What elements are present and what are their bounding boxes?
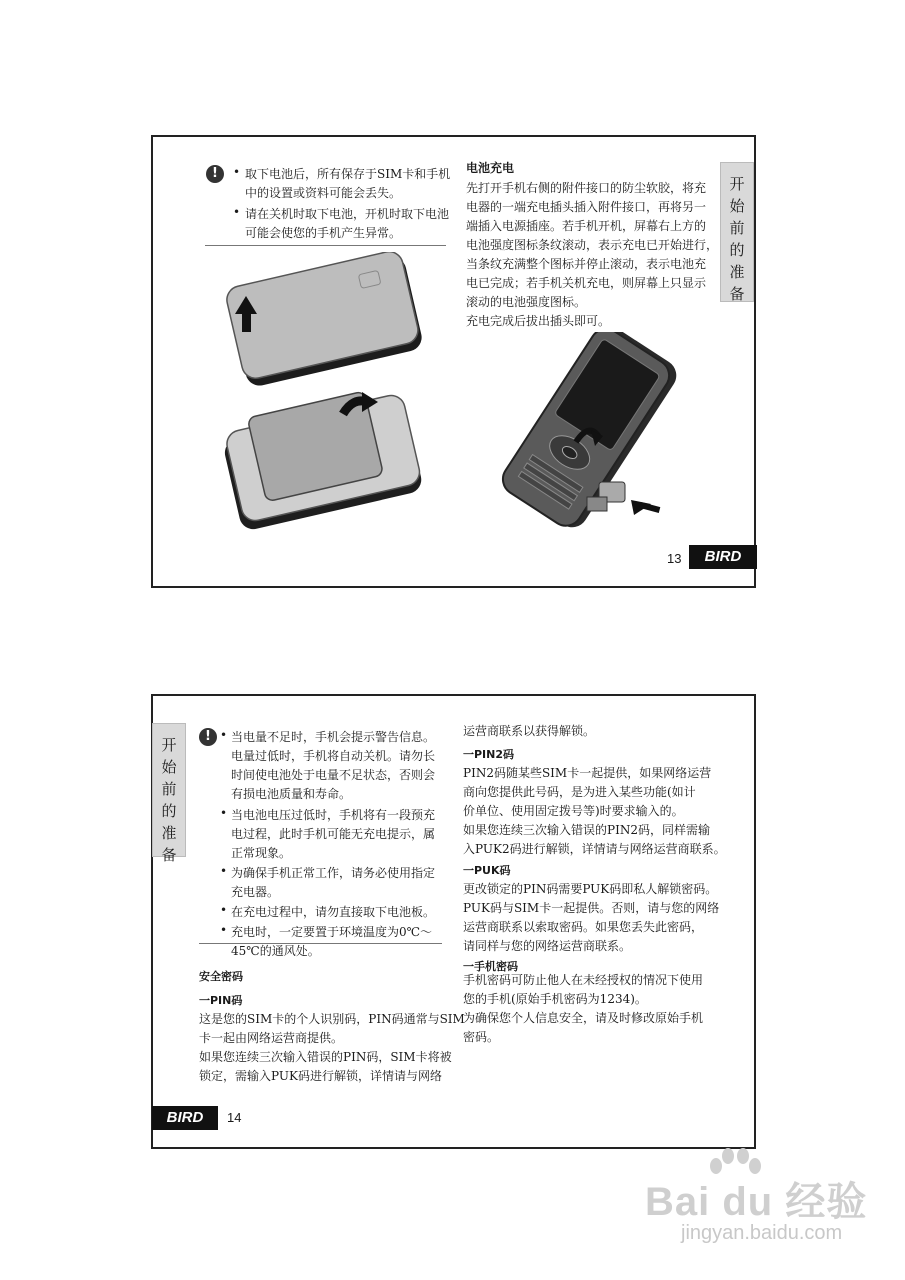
paragraph-line: 先打开手机右侧的附件接口的防尘软胶，将充 (466, 181, 707, 195)
warning-line: 时间使电池处于电量不足状态，否则会 (231, 768, 436, 782)
warning-line: 当电量不足时，手机会提示警告信息。 (231, 730, 436, 744)
paragraph-line: PIN2码随某些SIM卡一起提供，如果网络运营 (463, 766, 712, 780)
divider (199, 943, 442, 944)
warning-line: 中的设置或资料可能会丢失。 (245, 186, 402, 200)
section-heading: 安全密码 (199, 970, 243, 983)
paragraph-line: PUK码与SIM卡一起提供。否则，请与您的网络 (463, 901, 720, 915)
paragraph-line: 锁定，需输入PUK码进行解锁，详情请与网络 (199, 1069, 442, 1083)
warning-line: 为确保手机正常工作，请务必使用指定 (231, 866, 436, 880)
warning-line: 请在关机时取下电池，开机时取下电池 (245, 207, 450, 221)
paragraph-line: 电池强度图标条纹滚动，表示充电已开始进行， (466, 238, 719, 252)
side-tab-char: 始 (161, 758, 177, 776)
bullet-dot: • (233, 205, 241, 219)
paragraph-line: 请同样与您的网络运营商联系。 (463, 939, 632, 953)
page-number: 13 (667, 551, 682, 566)
side-tab-char: 开 (161, 736, 177, 754)
warning-line: 正常现象。 (231, 846, 292, 860)
paragraph-line: 充电完成后拔出插头即可。 (466, 314, 611, 328)
paragraph-line: 滚动的电池强度图标。 (466, 295, 587, 309)
warning-line: 当电池电压过低时，手机将有一段预充 (231, 808, 436, 822)
bird-logo: BIRD (152, 1106, 218, 1130)
warning-line: 取下电池后，所有保存于SIM卡和手机 (245, 167, 451, 181)
chapter-side-tab (720, 162, 754, 302)
paragraph-line: 入PUK2码进行解锁，详情请与网络运营商联系。 (463, 842, 726, 856)
paragraph-line: 价单位、使用固定拨号等)时要求输入的。 (463, 804, 684, 818)
paragraph-line: 电已完成；若手机关机充电，则屏幕上只显示 (466, 276, 707, 290)
side-tab-char: 准 (161, 824, 177, 842)
watermark-url: jingyan.baidu.com (681, 1222, 843, 1244)
side-tab-char: 的 (161, 802, 177, 820)
divider (205, 245, 446, 246)
side-tab-char: 备 (161, 846, 177, 864)
phone-charging-illustration (491, 332, 691, 532)
bullet-dot: • (220, 903, 228, 917)
page-number: 14 (227, 1110, 242, 1125)
bullet-dot: • (220, 864, 228, 878)
baidu-watermark: Bai du 经验 (645, 1180, 868, 1224)
section-heading: 电池充电 (466, 161, 515, 175)
bullet-dot: • (233, 165, 241, 179)
manual-page-14 (151, 694, 756, 1149)
side-tab-char: 前 (729, 219, 745, 237)
paragraph-line: 商向您提供此号码，是为进入某些功能(如计 (463, 785, 696, 799)
paragraph-line: 卡一起由网络运营商提供。 (199, 1031, 344, 1045)
manual-page-13 (151, 135, 756, 588)
subsection-heading: 一PIN2码 (463, 748, 515, 761)
side-tab-char: 的 (729, 241, 745, 259)
warning-line: 充电器。 (231, 885, 280, 899)
paragraph-line: 运营商联系以获得解锁。 (463, 724, 596, 738)
warning-line: 45℃的通风处。 (231, 944, 320, 958)
paragraph-line: 如果您连续三次输入错误的PIN2码，同样需输 (463, 823, 710, 837)
bullet-dot: • (220, 923, 228, 937)
paragraph-line: 电器的一端充电插头插入附件接口，再将另一 (466, 200, 707, 214)
side-tab-char: 前 (161, 780, 177, 798)
subsection-heading: 一PUK码 (463, 864, 511, 877)
chapter-side-tab (152, 723, 186, 864)
paragraph-line: 这是您的SIM卡的个人识别码，PIN码通常与SIM (199, 1012, 465, 1026)
side-tab-char: 始 (729, 197, 745, 215)
paragraph-line: 运营商联系以索取密码。如果您丢失此密码， (463, 920, 704, 934)
side-tab-char: 开 (729, 175, 745, 193)
bullet-dot: • (220, 728, 228, 742)
warning-line: 在充电过程中，请勿直接取下电池板。 (231, 905, 436, 919)
warning-line: 可能会使您的手机产生异常。 (245, 226, 402, 240)
paragraph-line: 更改锁定的PIN码需要PUK码即私人解锁密码。 (463, 882, 718, 896)
paragraph-line: 为确保您个人信息安全，请及时修改原始手机 (463, 1011, 704, 1025)
subsection-heading: 一手机密码 (463, 960, 518, 973)
paragraph-line: 当条纹充满整个图标并停止滚动，表示电池充 (466, 257, 707, 271)
subsection-heading: 一PIN码 (199, 994, 243, 1007)
warning-line: 充电时，一定要置于环境温度为0℃～ (231, 925, 433, 939)
battery-cover-illustration (218, 252, 433, 532)
bullet-dot: • (220, 806, 228, 820)
bird-logo: BIRD (689, 545, 757, 569)
warning-icon: ! (206, 165, 224, 183)
side-tab-char: 备 (729, 285, 745, 303)
paragraph-line: 如果您连续三次输入错误的PIN码，SIM卡将被 (199, 1050, 452, 1064)
paragraph-line: 端插入电源插座。若手机开机，屏幕右上方的 (466, 219, 707, 233)
paragraph-line: 手机密码可防止他人在未经授权的情况下使用 (463, 973, 704, 987)
side-tab-char: 准 (729, 263, 745, 281)
warning-line: 有损电池质量和寿命。 (231, 787, 352, 801)
warning-line: 电量过低时，手机将自动关机。请勿长 (231, 749, 436, 763)
paragraph-line: 您的手机(原始手机密码为1234)。 (463, 992, 647, 1006)
paragraph-line: 密码。 (463, 1030, 500, 1044)
warning-icon: ! (199, 728, 217, 746)
warning-line: 电过程，此时手机可能无充电提示，属 (231, 827, 436, 841)
